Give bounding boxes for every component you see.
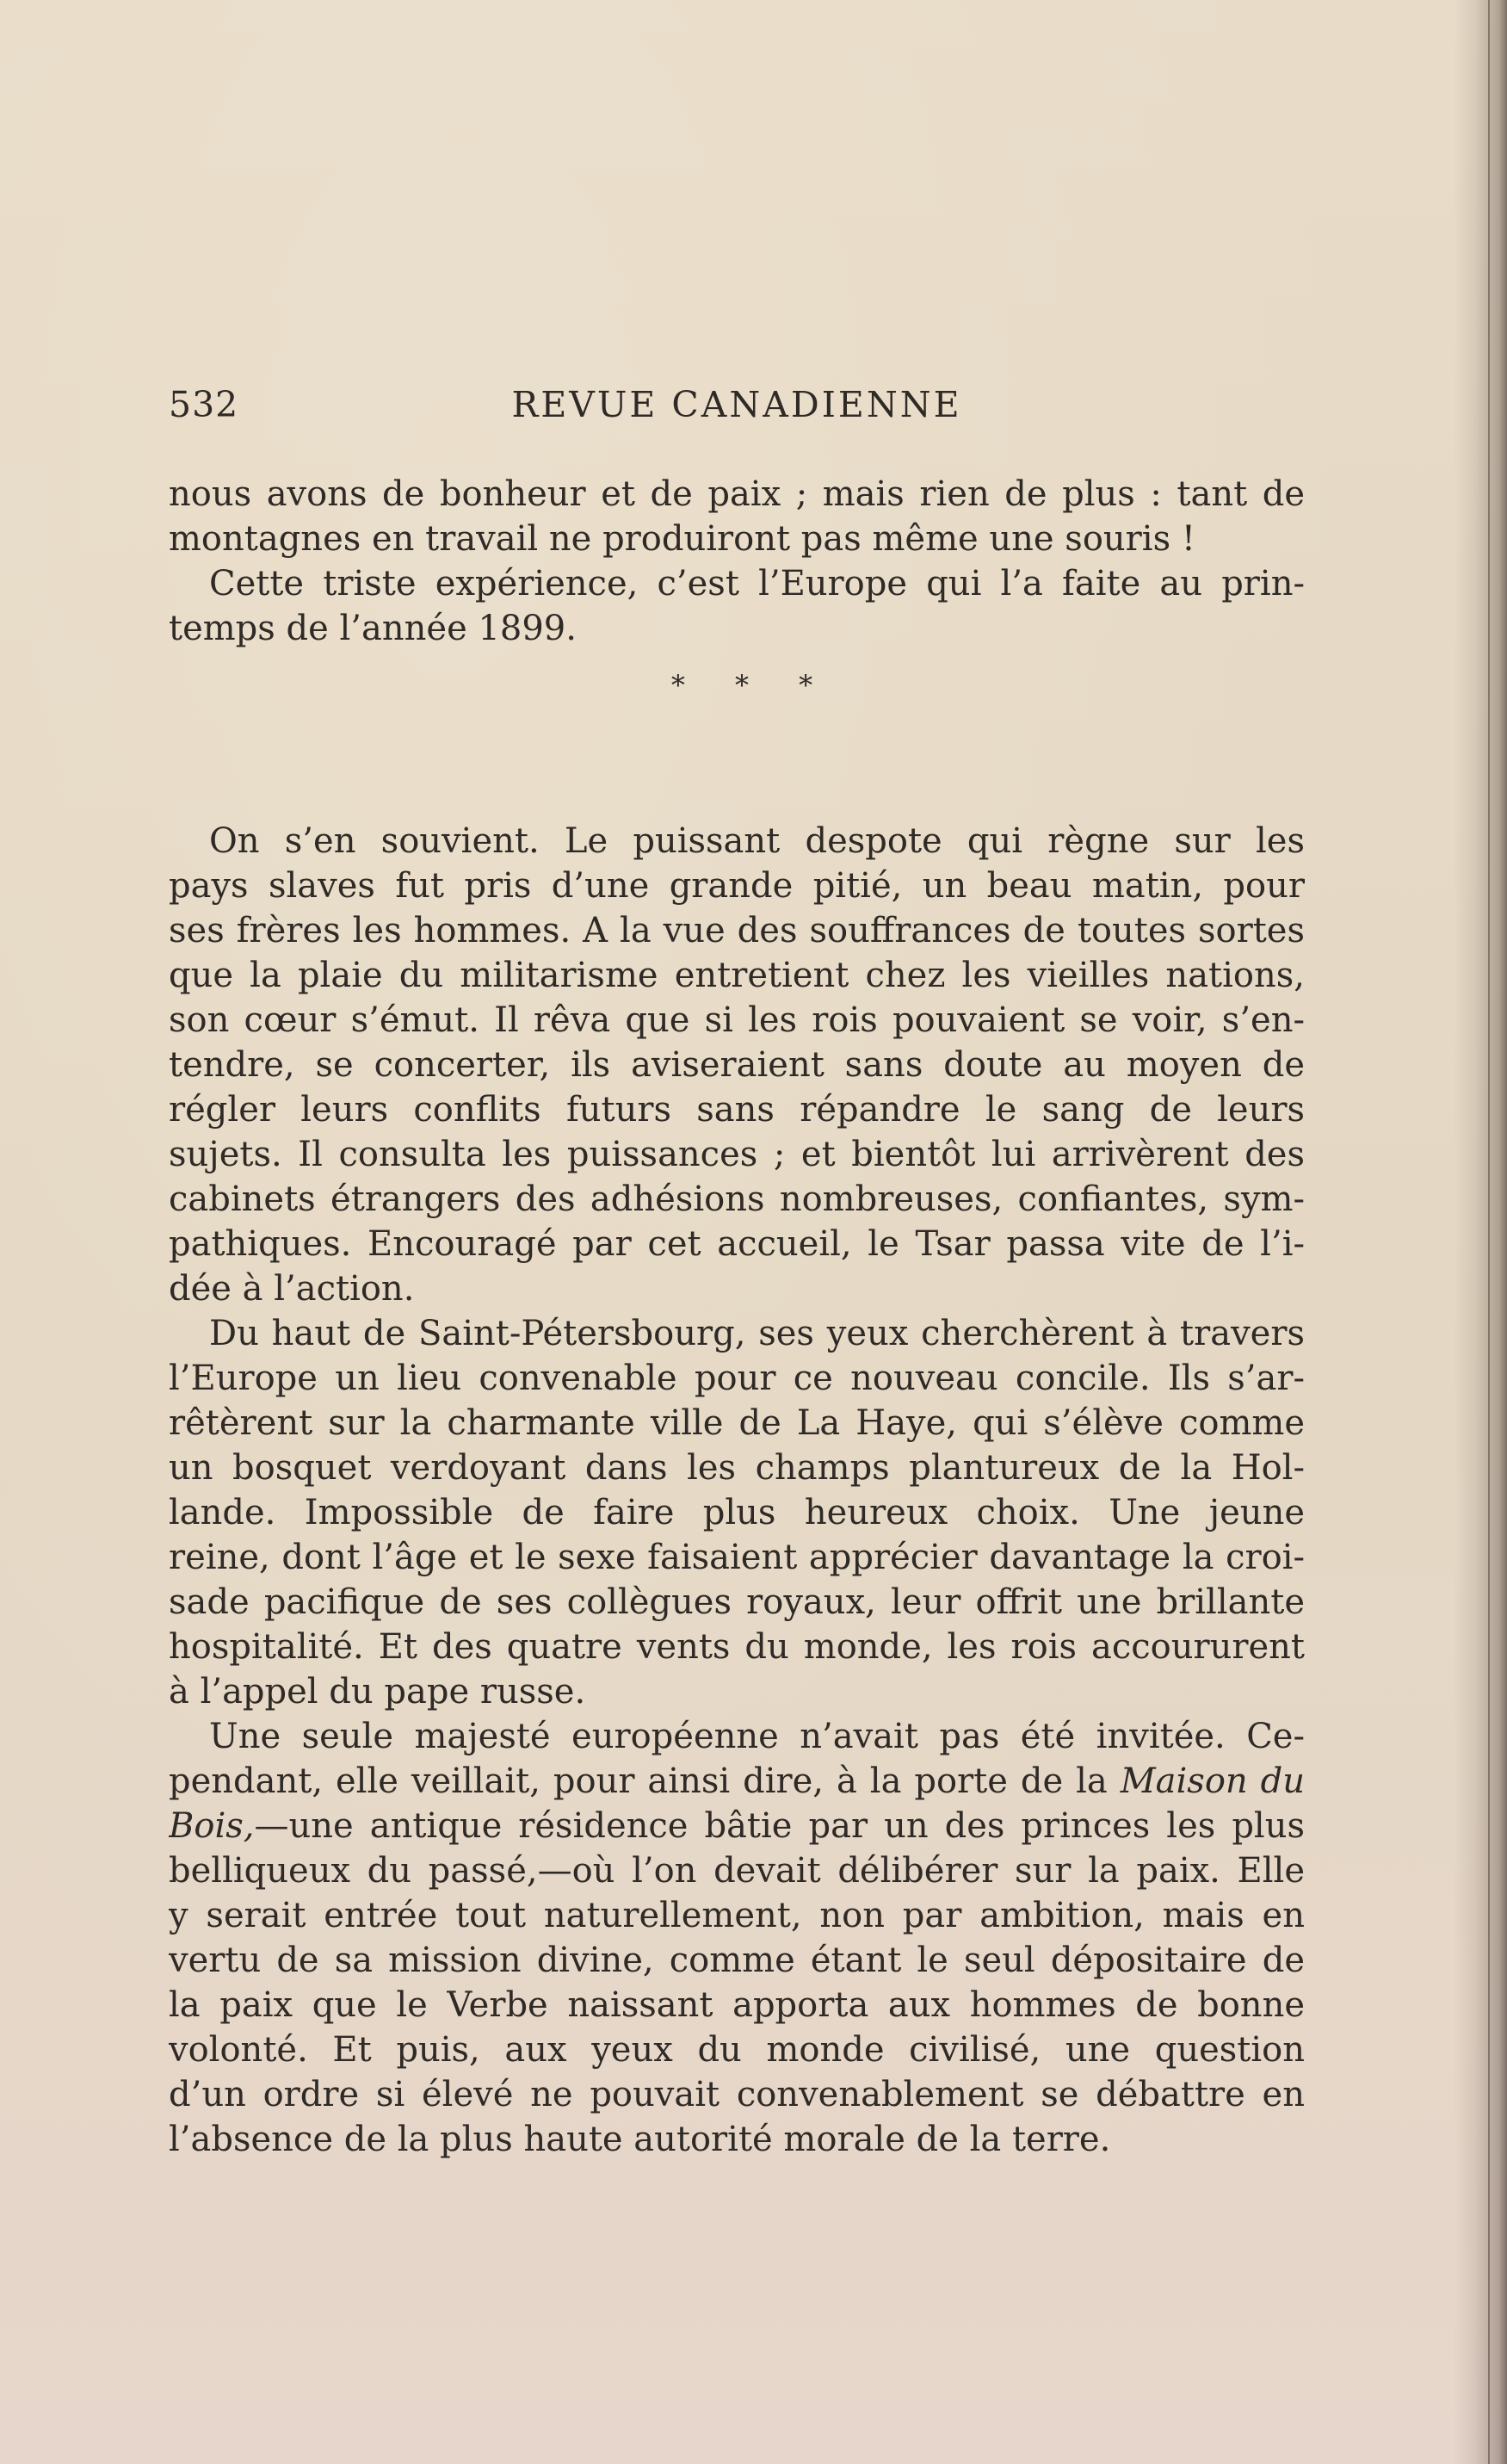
text-line: l’absence de la plus haute autorité morale de la terre.: [169, 2120, 1111, 2159]
text-line: cabinets étrangers des adhésions nombreuses, confiantes, sym-: [169, 1179, 1305, 1219]
text-line: dée à l’action.: [169, 1269, 415, 1309]
text-line: rêtèrent sur la charmante ville de La Haye, qui s’élève comme: [169, 1403, 1305, 1443]
text-line: un bosquet verdoyant dans les champs plantureux de la Hol-: [169, 1448, 1305, 1488]
text-line: Une seule majesté européenne n’avait pas été invitée. Ce-: [209, 1717, 1305, 1756]
text-line: l’Europe un lieu convenable pour ce nouveau concile. Ils s’ar-: [169, 1359, 1305, 1398]
intro-paragraph: [169, 472, 1305, 651]
paragraph-3: [169, 1714, 1305, 2162]
section-separator: * * *: [670, 669, 834, 702]
text-line: d’un ordre si élevé ne pouvait convenablement se débattre en: [169, 2075, 1305, 2114]
text-line: hospitalité. Et des quatre vents du monde, les rois accoururent: [169, 1627, 1305, 1667]
text-line: lande. Impossible de faire plus heureux choix. Une jeune: [169, 1493, 1305, 1532]
binding-edge: [1488, 0, 1490, 2464]
text-line: Du haut de Saint-Pétersbourg, ses yeux cherchèrent à travers: [209, 1314, 1305, 1353]
page-gutter-shadow: [1454, 0, 1507, 2464]
text-line: sade pacifique de ses collègues royaux, leur offrit une brillante: [169, 1582, 1305, 1622]
text-run: —une antique résidence bâtie par un des princes les plus: [254, 1806, 1305, 1846]
page-number: 532: [169, 384, 239, 425]
text-line: On s’en souvient. Le puissant despote qui règne sur les: [209, 821, 1305, 861]
text-line: [169, 1804, 1305, 1848]
text-line: son cœur s’émut. Il rêva que si les rois pouvaient se voir, s’en-: [169, 1000, 1305, 1040]
text-line: tendre, se concerter, ils aviseraient sans doute au moyen de: [169, 1045, 1305, 1085]
text-line: pays slaves fut pris d’une grande pitié, un beau matin, pour: [169, 866, 1305, 906]
text-line: Cette triste expérience, c’est l’Europe qui l’a faite au prin-: [209, 564, 1305, 604]
text-line: reine, dont l’âge et le sexe faisaient apprécier davantage la croi-: [169, 1538, 1305, 1577]
text-line: nous avons de bonheur et de paix ; mais rien de plus : tant de: [169, 474, 1305, 514]
paragraph-2: [169, 1311, 1305, 1714]
text-line: volonté. Et puis, aux yeux du monde civilisé, une question: [169, 2030, 1305, 2070]
text-line: que la plaie du militarisme entretient chez les vieilles nations,: [169, 956, 1305, 995]
text-line: belliqueux du passé,—où l’on devait délibérer sur la paix. Elle: [169, 1851, 1305, 1891]
running-title: REVUE CANADIENNE: [511, 384, 962, 425]
text-run: pendant, elle veillait, pour ainsi dire, à la porte de la: [169, 1761, 1121, 1801]
text-line: la paix que le Verbe naissant apporta aux hommes de bonne: [169, 1985, 1305, 2025]
text-line: ses frères les hommes. A la vue des souffrances de toutes sortes: [169, 911, 1305, 950]
body-text: [169, 472, 1305, 2162]
section-gap: [169, 720, 1305, 819]
text-line: montagnes en travail ne produiront pas même une souris !: [169, 519, 1195, 559]
text-line: [169, 1759, 1305, 1804]
text-line: sujets. Il consulta les puissances ; et bientôt lui arrivèrent des: [169, 1135, 1305, 1174]
text-line: temps de l’année 1899.: [169, 609, 577, 648]
text-line: pathiques. Encouragé par cet accueil, le Tsar passa vite de l’i-: [169, 1224, 1305, 1264]
text-line: y serait entrée tout naturellement, non par ambition, mais en: [169, 1896, 1305, 1935]
text-line: vertu de sa mission divine, comme étant le seul dépositaire de: [169, 1941, 1305, 1980]
italic-title: Bois,: [169, 1806, 255, 1846]
italic-title: Maison du: [1120, 1761, 1305, 1801]
text-line: à l’appel du pape russe.: [169, 1672, 586, 1712]
page-header: [169, 384, 1305, 436]
paragraph-1: [169, 819, 1305, 1311]
text-line: régler leurs conflits futurs sans répandre le sang de leurs: [169, 1090, 1305, 1130]
